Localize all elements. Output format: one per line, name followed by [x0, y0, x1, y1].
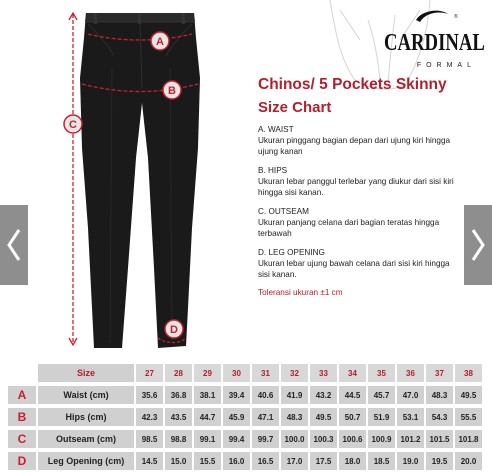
row-label: Leg Opening (cm)	[38, 452, 134, 470]
prev-image-button[interactable]	[0, 205, 28, 285]
marker-d: D	[170, 324, 178, 336]
tolerance-note: Toleransi ukuran ±1 cm	[258, 288, 343, 297]
table-cell: 18.0	[339, 452, 366, 470]
desc-hips	[258, 165, 458, 198]
size-col-header: 28	[165, 364, 192, 382]
desc-outseam	[258, 206, 458, 239]
table-cell: 47.1	[252, 408, 279, 426]
table-cell: 38.1	[194, 386, 221, 404]
table-cell: 18.5	[368, 452, 395, 470]
table-cell: 53.1	[397, 408, 424, 426]
table-cell: 48.3	[281, 408, 308, 426]
desc-heading: D. LEG OPENING	[258, 248, 325, 257]
desc-text: Ukuran lebar panggul terlebar yang diukur dari sisi kiri hingga sisi kanan.	[258, 177, 454, 197]
table-cell: 49.5	[455, 386, 482, 404]
table-cell: 17.5	[310, 452, 337, 470]
table-cell: 16.5	[252, 452, 279, 470]
size-col-header: 37	[426, 364, 453, 382]
table-cell: 41.9	[281, 386, 308, 404]
table-cell: 100.9	[368, 430, 395, 448]
desc-heading: A. WAIST	[258, 125, 294, 134]
table-cell: 43.2	[310, 386, 337, 404]
size-col-header: 27	[136, 364, 163, 382]
table-cell: 101.8	[455, 430, 482, 448]
table-cell: 44.7	[194, 408, 221, 426]
row-letter: D	[8, 452, 36, 470]
size-col-header: 34	[339, 364, 366, 382]
brand-sub: FORMAL	[416, 62, 476, 69]
size-chart-heading: Size Chart	[258, 99, 332, 116]
table-cell: 54.3	[426, 408, 453, 426]
size-col-header: 31	[252, 364, 279, 382]
product-title: Chinos/ 5 Pockets Skinny	[258, 76, 447, 93]
size-col-header: 33	[310, 364, 337, 382]
table-cell: 49.5	[310, 408, 337, 426]
table-cell: 98.5	[136, 430, 163, 448]
next-image-button[interactable]	[464, 205, 492, 285]
marker-c: C	[69, 119, 77, 131]
table-cell: 98.8	[165, 430, 192, 448]
row-letter: A	[8, 386, 36, 404]
table-cell: 99.7	[252, 430, 279, 448]
table-cell: 100.3	[310, 430, 337, 448]
table-cell: 45.9	[223, 408, 250, 426]
table-cell: 51.9	[368, 408, 395, 426]
desc-text: Ukuran lebar ujung bawah celana dari sisi kiri hingga sisi kanan.	[258, 259, 450, 279]
registered-mark: ®	[454, 14, 458, 20]
chevron-right-icon	[468, 225, 488, 265]
size-col-header: 36	[397, 364, 424, 382]
row-label: Outseam (cm)	[38, 430, 134, 448]
size-col-header: 38	[455, 364, 482, 382]
table-cell: 16.0	[223, 452, 250, 470]
table-cell: 48.3	[426, 386, 453, 404]
logo-swoosh-icon	[410, 8, 450, 26]
table-cell: 14.5	[136, 452, 163, 470]
desc-leg-opening	[258, 247, 458, 280]
table-cell: 19.5	[426, 452, 453, 470]
table-cell: 50.7	[339, 408, 366, 426]
table-cell: 45.7	[368, 386, 395, 404]
brand-logo	[384, 8, 485, 70]
desc-text: Ukuran pinggang bagian depan dari ujung kiri hingga ujung kanan	[258, 136, 451, 156]
size-header: Size	[38, 364, 134, 382]
table-cell: 43.5	[165, 408, 192, 426]
table-cell: 47.0	[397, 386, 424, 404]
brand-name: CARDINAL	[384, 30, 485, 56]
desc-waist	[258, 124, 458, 157]
size-col-header: 35	[368, 364, 395, 382]
size-col-header: 29	[194, 364, 221, 382]
desc-heading: B. HIPS	[258, 166, 288, 175]
size-table	[0, 362, 492, 472]
row-label: Waist (cm)	[38, 386, 134, 404]
desc-text: Ukuran panjang celana dari bagian teratas hingga terbawah	[258, 218, 440, 238]
row-label: Hips (cm)	[38, 408, 134, 426]
table-cell: 100.0	[281, 430, 308, 448]
row-letter: B	[8, 408, 36, 426]
marker-a: A	[156, 36, 164, 48]
table-cell: 101.5	[426, 430, 453, 448]
desc-heading: C. OUTSEAM	[258, 207, 309, 216]
chevron-left-icon	[4, 225, 24, 265]
table-cell: 99.4	[223, 430, 250, 448]
marker-b: B	[168, 85, 176, 97]
table-cell: 35.6	[136, 386, 163, 404]
table-cell: 99.1	[194, 430, 221, 448]
table-cell: 44.5	[339, 386, 366, 404]
table-cell: 17.0	[281, 452, 308, 470]
row-letter: C	[8, 430, 36, 448]
size-col-header: 32	[281, 364, 308, 382]
table-cell: 101.2	[397, 430, 424, 448]
size-col-header: 30	[223, 364, 250, 382]
table-cell: 100.6	[339, 430, 366, 448]
table-cell: 55.5	[455, 408, 482, 426]
table-cell: 19.0	[397, 452, 424, 470]
table-cell: 40.6	[252, 386, 279, 404]
table-cell: 15.0	[165, 452, 192, 470]
table-cell: 15.5	[194, 452, 221, 470]
table-cell: 20.0	[455, 452, 482, 470]
table-cell: 39.4	[223, 386, 250, 404]
table-cell: 42.3	[136, 408, 163, 426]
pants-illustration	[50, 8, 250, 358]
table-cell: 36.8	[165, 386, 192, 404]
